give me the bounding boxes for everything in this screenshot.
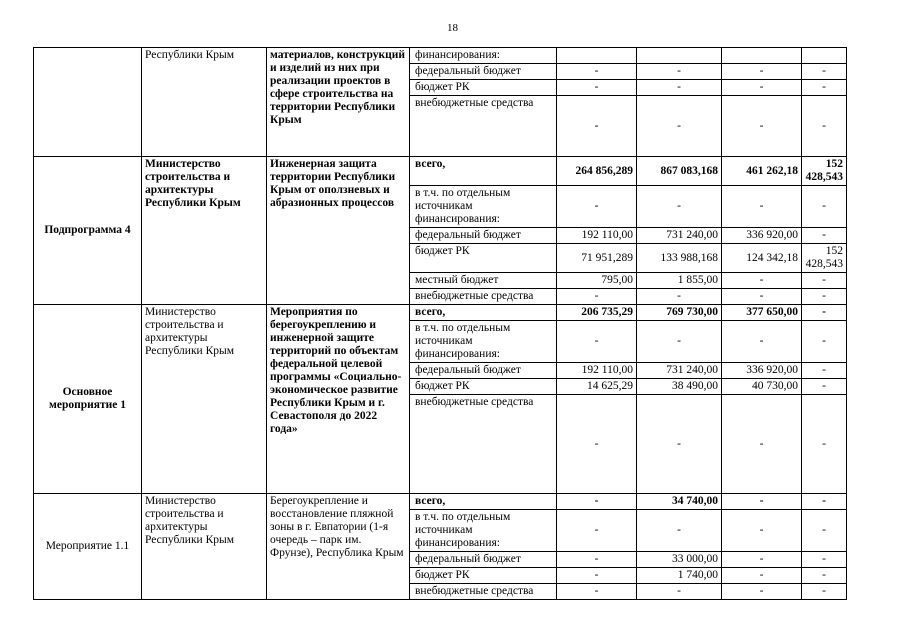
source-cell: федеральный бюджет [410,552,557,568]
value-cell: 867 083,168 [637,157,722,186]
value-cell [557,48,637,64]
value-cell: 192 110,00 [557,228,637,244]
value-cell: - [802,228,847,244]
value-cell: 33 000,00 [637,552,722,568]
row-label: Мероприятие 1.1 [34,494,142,600]
source-cell: местный бюджет [410,273,557,289]
value-cell: 1 740,00 [637,568,722,584]
page-number: 18 [447,22,458,34]
value-cell: - [637,584,722,600]
source-cell: федеральный бюджет [410,64,557,80]
value-cell: - [802,510,847,552]
value-cell: 38 490,00 [637,379,722,395]
value-cell: 731 240,00 [637,363,722,379]
value-cell: - [637,510,722,552]
table-row [34,305,847,321]
table-row [34,157,847,186]
value-cell: - [722,584,802,600]
row-label [34,48,142,157]
value-cell: - [802,80,847,96]
value-cell: 264 856,289 [557,157,637,186]
value-cell: - [637,80,722,96]
value-cell: - [802,568,847,584]
executor-cell: Министерство строительства и архитектуры Республики Крым [142,305,267,494]
value-cell: - [722,96,802,157]
value-cell: - [722,552,802,568]
value-cell: 1 855,00 [637,273,722,289]
value-cell: 461 262,18 [722,157,802,186]
value-cell: - [637,321,722,363]
source-cell: бюджет РК [410,244,557,273]
value-cell: 336 920,00 [722,228,802,244]
value-cell: 206 735,29 [557,305,637,321]
value-cell: - [557,64,637,80]
value-cell: 34 740,00 [637,494,722,510]
value-cell: - [557,80,637,96]
value-cell: 795,00 [557,273,637,289]
source-cell: внебюджетные средства [410,96,557,157]
value-cell: - [637,64,722,80]
value-cell: - [722,186,802,228]
value-cell: - [722,321,802,363]
value-cell: - [722,510,802,552]
executor-cell: Министерство строительства и архитектуры Республики Крым [142,494,267,600]
value-cell: 133 988,168 [637,244,722,273]
source-cell: внебюджетные средства [410,395,557,494]
value-cell: - [802,379,847,395]
value-cell: - [722,80,802,96]
value-cell: - [637,289,722,305]
value-cell: - [802,96,847,157]
value-cell: 14 625,29 [557,379,637,395]
source-cell: в т.ч. по отдельным источникам финансирования: [410,510,557,552]
value-cell: - [557,289,637,305]
value-cell: 336 920,00 [722,363,802,379]
value-cell: 192 110,00 [557,363,637,379]
budget-table [33,47,847,600]
value-cell: - [557,552,637,568]
value-cell: 124 342,18 [722,244,802,273]
value-cell [722,48,802,64]
value-cell: - [557,395,637,494]
executor-cell: Республики Крым [142,48,267,157]
table-row [34,48,847,64]
value-cell: - [802,186,847,228]
value-cell: 152 428,543 [802,244,847,273]
value-cell: - [802,584,847,600]
source-cell: внебюджетные средства [410,584,557,600]
executor-cell: Министерство строительства и архитектуры Республики Крым [142,157,267,305]
source-cell: бюджет РК [410,80,557,96]
value-cell: - [802,363,847,379]
activity-name-cell: материалов, конструкций и изделий из них при реализации проектов в сфере строительства на территории Республики Крым [267,48,410,157]
source-cell: бюджет РК [410,379,557,395]
value-cell: - [637,186,722,228]
source-cell: федеральный бюджет [410,228,557,244]
source-cell: в т.ч. по отдельным источникам финансирования: [410,321,557,363]
value-cell: - [557,494,637,510]
source-cell: всего, [410,494,557,510]
value-cell: - [802,289,847,305]
row-label: Основное мероприятие 1 [34,305,142,494]
value-cell: - [802,395,847,494]
value-cell: - [557,96,637,157]
value-cell: - [722,289,802,305]
value-cell: - [802,552,847,568]
value-cell: - [557,321,637,363]
source-cell: бюджет РК [410,568,557,584]
value-cell: - [722,568,802,584]
source-cell: федеральный бюджет [410,363,557,379]
value-cell: 71 951,289 [557,244,637,273]
value-cell: - [802,64,847,80]
source-cell: финансирования: [410,48,557,64]
value-cell: - [802,321,847,363]
value-cell: - [637,395,722,494]
value-cell: - [557,510,637,552]
value-cell: 152 428,543 [802,157,847,186]
value-cell: - [637,96,722,157]
value-cell: 40 730,00 [722,379,802,395]
source-cell: в т.ч. по отдельным источникам финансирования: [410,186,557,228]
table-row [34,494,847,510]
value-cell: - [722,273,802,289]
value-cell: 769 730,00 [637,305,722,321]
value-cell [802,48,847,64]
value-cell: - [802,273,847,289]
value-cell: 377 650,00 [722,305,802,321]
value-cell: - [722,494,802,510]
value-cell: - [557,568,637,584]
activity-name-cell: Берегоукрепление и восстановление пляжной зоны в г. Евпатории (1-я очередь – парк им. Фрунзе), Республика Крым [267,494,410,600]
source-cell: всего, [410,305,557,321]
value-cell: 731 240,00 [637,228,722,244]
source-cell: всего, [410,157,557,186]
row-label: Подпрограмма 4 [34,157,142,305]
value-cell: - [722,395,802,494]
value-cell: - [802,305,847,321]
value-cell: - [722,64,802,80]
value-cell: - [802,494,847,510]
value-cell: - [557,584,637,600]
value-cell [637,48,722,64]
activity-name-cell: Инженерная защита территории Республики Крым от оползневых и абразионных процессов [267,157,410,305]
source-cell: внебюджетные средства [410,289,557,305]
value-cell: - [557,186,637,228]
activity-name-cell: Мероприятия по берегоукреплению и инженерной защите территорий по объектам федеральной целевой программы «Социально-экономическое развитие Республики Крым и г. Севастополя до 2022 года» [267,305,410,494]
